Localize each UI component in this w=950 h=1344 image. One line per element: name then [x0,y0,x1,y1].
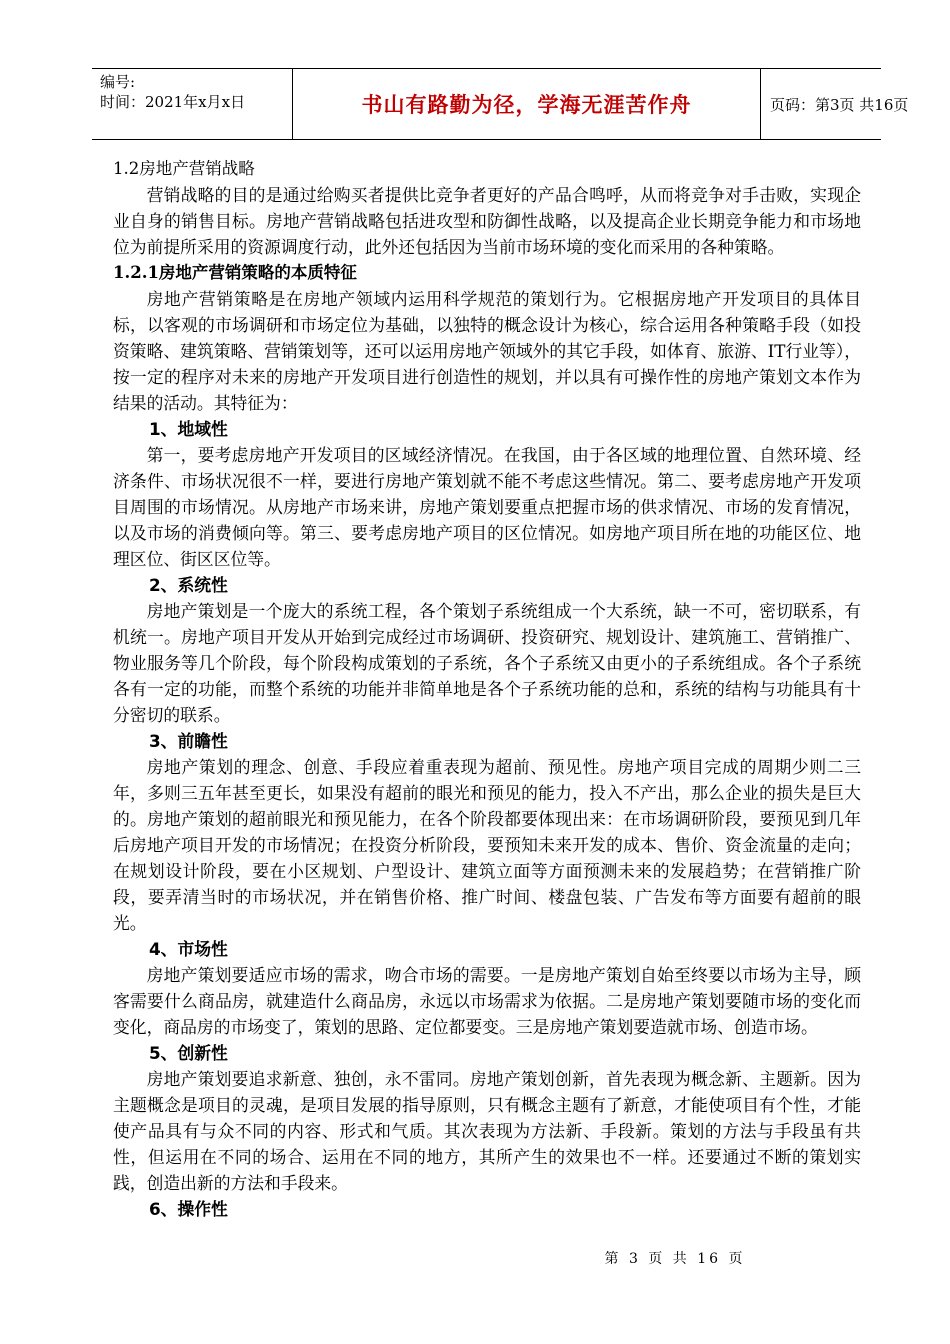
header-page-info: 页码：第3页 共16页 [770,95,909,114]
item-title-innovation: 5、创新性 [149,1043,228,1063]
page-header [92,68,909,140]
header-meta [92,69,292,139]
item-title-regional: 1、地域性 [149,419,228,439]
section-title: 1.2房地产营销战略 [113,159,255,178]
header-motto-cell [292,69,761,139]
item-title-systematic: 2、系统性 [149,575,228,595]
header-motto: 书山有路勤为径，学海无涯苦作舟 [361,93,692,117]
footer-page-number: 第 3 页 共 16 页 [604,1251,746,1267]
item-title-forward-looking: 3、前瞻性 [149,731,228,751]
intro-paragraph: 营销战略的目的是通过给购买者提供比竞争者更好的产品合鸣呼，从而将竞争对手击败，实现企业自身的销售目标。房地产营销战略包括进攻型和防御性战略，以及提高企业长期竞争能力和市场地位为前提所采用的资源调度行动，此外还包括因为当前市场环境的变化而采用的各种策略。 [113,185,861,257]
item-title-operability: 6、操作性 [149,1199,228,1219]
document-number-label: 编号: [100,73,136,91]
item-body-market: 房地产策划要适应市场的需求，吻合市场的需要。一是房地产策划自始至终要以市场为主导，顾客需要什么商品房，就建造什么商品房，永远以市场需求为依据。二是房地产策划要随市场的变化而变化，商品房的市场变了，策划的思路、定位都要变。三是房地产策划要造就市场、创造市场。 [113,965,861,1037]
subsection-paragraph: 房地产营销策略是在房地产领域内运用科学规范的策划行为。它根据房地产开发项目的具体目标，以客观的市场调研和市场定位为基础，以独特的概念设计为核心，综合运用各种策略手段（如投资策略、建筑策略、营销策划等，还可以运用房地产领域外的其它手段，如体育、旅游、IT行业等），按一定的程序对未来的房地产开发项目进行创造性的规划，并以具有可操作性的房地产策划文本作为结果的活动。其特征为： [113,289,861,413]
header-page-cell [760,69,909,139]
subsection-title: 1.2.1房地产营销策略的本质特征 [113,263,357,282]
page-footer [0,1248,950,1268]
item-body-regional: 第一，要考虑房地产开发项目的区域经济情况。在我国，由于各区域的地理位置、自然环境、经济条件、市场状况很不一样，要进行房地产策划就不能不考虑这些情况。第二、要考虑房地产开发项目周围的市场情况。从房地产市场来讲，房地产策划要重点把握市场的供求情况、市场的发育情况，以及市场的消费倾向等。第三、要考虑房地产项目的区位情况。如房地产项目所在地的功能区位、地理区位、街区区位等。 [113,445,861,569]
item-body-forward-looking: 房地产策划的理念、创意、手段应着重表现为超前、预见性。房地产项目完成的周期少则二三年，多则三五年甚至更长，如果没有超前的眼光和预见的能力，投入不产出，那么企业的损失是巨大的。房地产策划的超前眼光和预见能力，在各个阶段都要体现出来：在市场调研阶段，要预见到几年后房地产项目开发的市场情况；在投资分析阶段，要预知未来开发的成本、售价、资金流量的走向；在规划设计阶段，要在小区规划、户型设计、建筑立面等方面预测未来的发展趋势；在营销推广阶段，要弄清当时的市场状况，并在销售价格、推广时间、楼盘包装、广告发布等方面要有超前的眼光。 [113,757,861,933]
item-title-market: 4、市场性 [149,939,228,959]
item-body-systematic: 房地产策划是一个庞大的系统工程，各个策划子系统组成一个大系统，缺一不可，密切联系，有机统一。房地产项目开发从开始到完成经过市场调研、投资研究、规划设计、建筑施工、营销推广、物业服务等几个阶段，每个阶段构成策划的子系统，各个子系统又由更小的子系统组成。各个子系统各有一定的功能，而整个系统的功能并非简单地是各个子系统功能的总和，系统的结构与功能具有十分密切的联系。 [113,601,861,725]
item-body-innovation: 房地产策划要追求新意、独创，永不雷同。房地产策划创新，首先表现为概念新、主题新。因为主题概念是项目的灵魂，是项目发展的指导原则，只有概念主题有了新意，才能使项目有个性，才能使产品具有与众不同的内容、形式和气质。其次表现为方法新、手段新。策划的方法与手段虽有共性，但运用在不同的场合、运用在不同的地方，其所产生的效果也不一样。还要通过不断的策划实践，创造出新的方法和手段来。 [113,1069,861,1193]
document-body [113,156,861,1222]
document-time-label: 时间：2021年x月x日 [100,93,246,111]
